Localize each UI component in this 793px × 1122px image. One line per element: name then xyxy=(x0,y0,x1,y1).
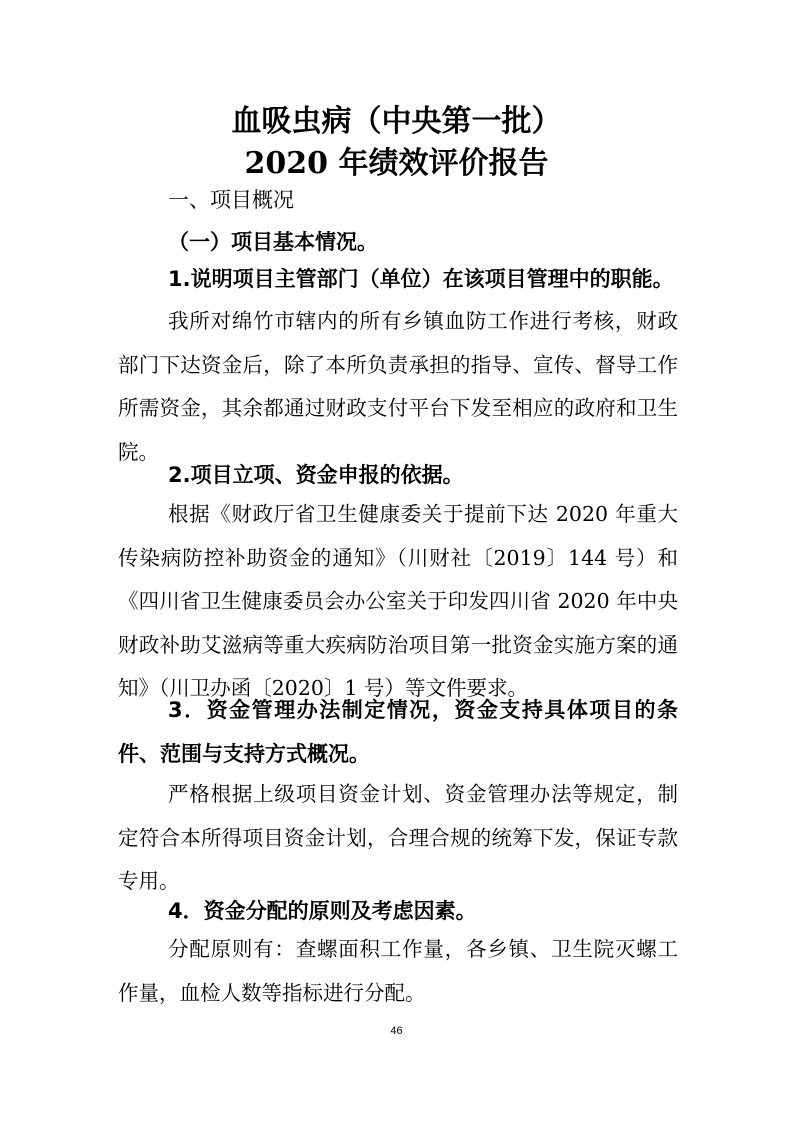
page-number: 46 xyxy=(390,1025,403,1037)
item-3-body: 严格根据上级项目资金计划、资金管理办法等规定，制定符合本所得项目资金计划，合理合规的统筹下发，保证专款专用。 xyxy=(118,782,678,893)
document-title-line-2: 2020 年绩效评价报告 xyxy=(244,146,549,181)
item-3-heading: 3．资金管理办法制定情况，资金支持具体项目的条件、范围与支持方式概况。 xyxy=(118,698,678,766)
item-4-heading: 4．资金分配的原则及考虑因素。 xyxy=(168,899,477,923)
item-1-body: 我所对绵竹市辖内的所有乡镇血防工作进行考核，财政部门下达资金后，除了本所负责承担的指导、宣传、督导工作所需资金，其余都通过财政支付平台下发至相应的政府和卫生院。 xyxy=(118,309,678,464)
item-4-body: 分配原则有：查螺面积工作量，各乡镇、卫生院灭螺工作量，血检人数等指标进行分配。 xyxy=(118,937,678,1005)
document-title-line-1: 血吸虫病（中央第一批） xyxy=(231,104,562,139)
item-2-heading: 2.项目立项、资金申报的依据。 xyxy=(168,463,464,487)
item-2-body: 根据《财政厅省卫生健康委关于提前下达 2020 年重大传染病防控补助资金的通知》（川财社〔2019〕144 号）和《四川省卫生健康委员会办公室关于印发四川省 2020 年中央财政补助艾滋病等重大疾病防治项目第一批资金实施方案的通知》（川卫办函〔2020〕1 号）等文件要求。 xyxy=(118,502,678,700)
subsection-heading-basic-info: （一）项目基本情况。 xyxy=(168,230,378,254)
section-heading-project-overview: 一、项目概况 xyxy=(168,188,294,212)
item-1-heading: 1.说明项目主管部门（单位）在该项目管理中的职能。 xyxy=(168,267,674,291)
